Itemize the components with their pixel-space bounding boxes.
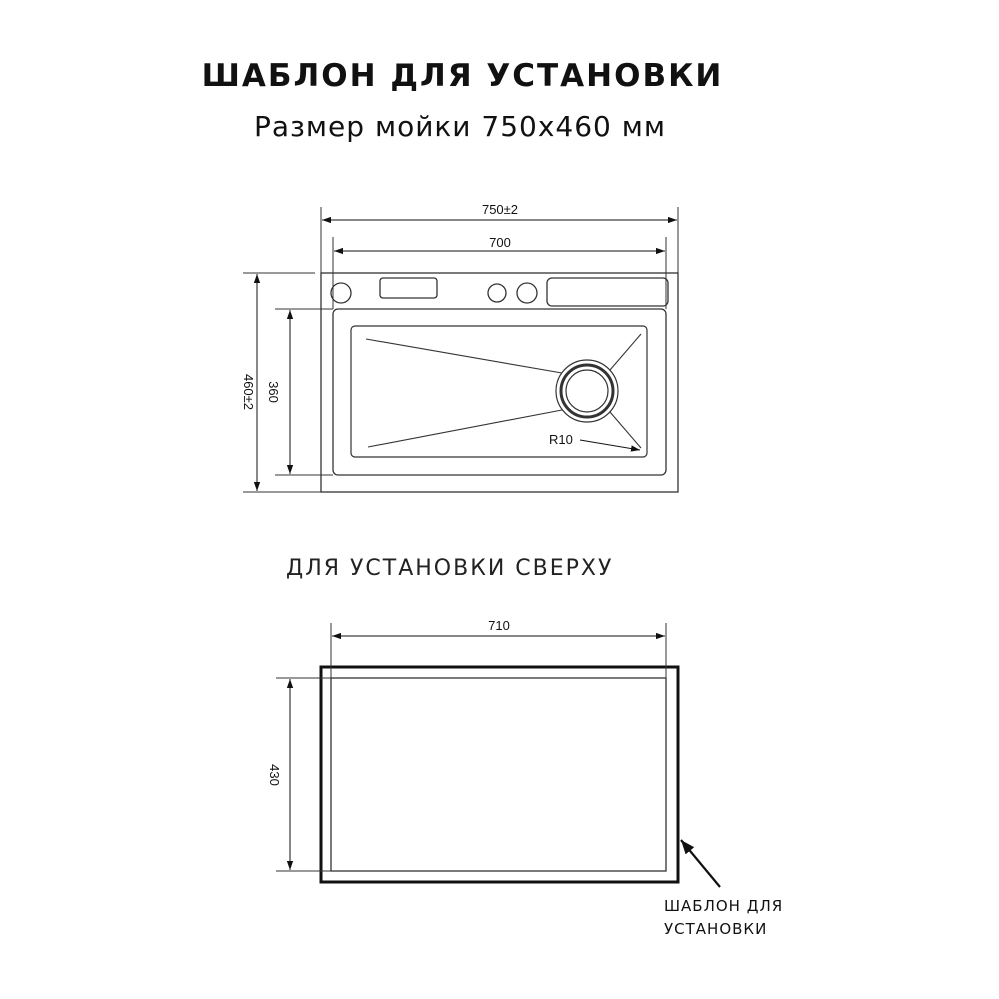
drain-ring [561, 365, 613, 417]
template-inner [331, 678, 666, 871]
panel-slot [380, 278, 437, 298]
dim-inner-width: 700 [489, 235, 511, 250]
button-hole-left [488, 284, 506, 302]
radius-leader [580, 440, 640, 450]
drain-inner [566, 370, 608, 412]
dim-bowl-height: 360 [266, 381, 281, 403]
section-title: ДЛЯ УСТАНОВКИ СВЕРХУ [286, 556, 614, 581]
button-hole-right [517, 283, 537, 303]
bottom-dimensions [267, 618, 666, 871]
radius-label: R10 [549, 432, 573, 447]
bowl-outer [333, 309, 666, 475]
dispenser-slot [547, 278, 668, 306]
bowl-inner [351, 326, 647, 457]
tap-hole [331, 283, 351, 303]
callout-line-2: УСТАНОВКИ [664, 920, 768, 938]
top-dimensions [321, 202, 678, 309]
left-dimensions [241, 273, 333, 492]
dim-overall-width: 750±2 [481, 202, 519, 217]
callout-arrow [681, 840, 720, 887]
slope-line-top [366, 339, 562, 373]
slope-line-bottom [368, 410, 562, 447]
slope-line-corner-top [610, 334, 641, 370]
callout-line-1: ШАБЛОН ДЛЯ [664, 897, 784, 915]
page-subtitle: Размер мойки 750x460 мм [253, 110, 667, 143]
sink-top-view [321, 273, 678, 492]
dim-template-height: 430 [267, 764, 282, 786]
page-title: ШАБЛОН ДЛЯ УСТАНОВКИ [201, 58, 724, 94]
template-outer [321, 667, 678, 882]
drain-outer [556, 360, 618, 422]
dim-template-width: 710 [488, 618, 510, 633]
template-callout [664, 895, 783, 941]
cutout-template [321, 667, 678, 882]
dim-overall-height: 460±2 [241, 373, 256, 411]
slope-line-corner-bottom [610, 412, 641, 448]
